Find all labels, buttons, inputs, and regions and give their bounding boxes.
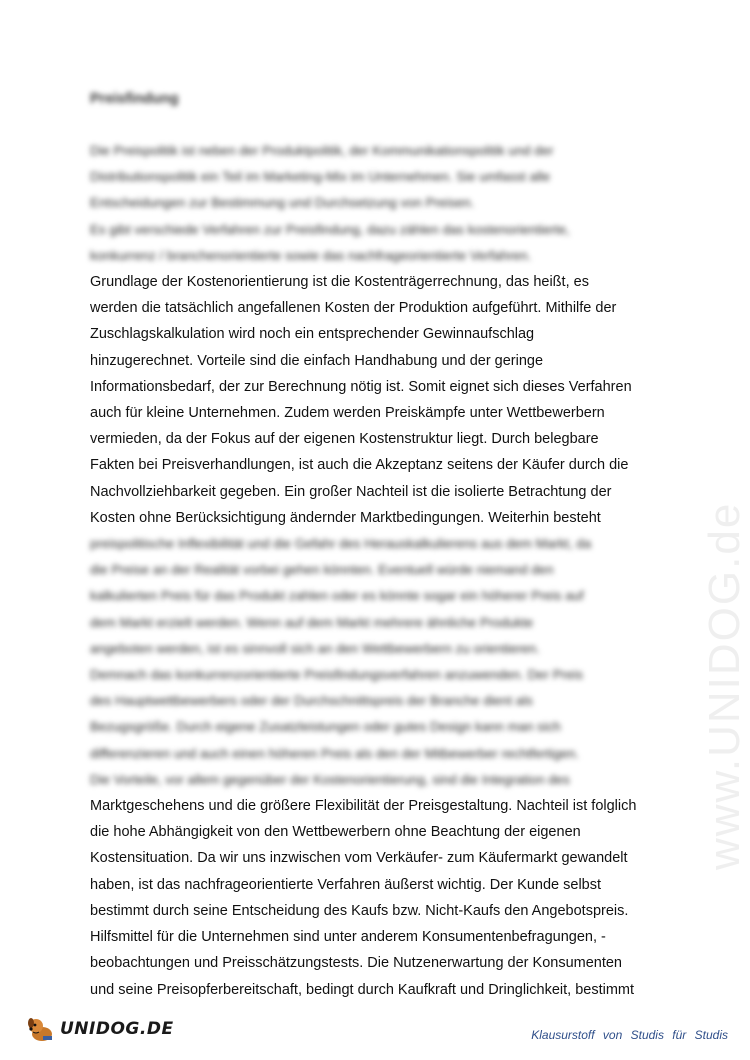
blurred-line: Es gibt verschiede Verfahren zur Preisfindung, dazu zählen das kostenorientierte, — [90, 221, 570, 237]
text-line: Grundlage der Kostenorientierung ist die Kostenträgerrechnung, das heißt, es — [90, 274, 589, 291]
watermark: www.UNIDOG.de — [700, 501, 749, 870]
blurred-line: Distributionspolitik ein Teil im Marketing-Mix im Unternehmen. Sie umfasst alle — [90, 169, 551, 185]
unidog-logo — [26, 1012, 174, 1046]
text-line: Marktgeschehens und die größere Flexibilität der Preisgestaltung. Nachteil ist folglich — [90, 798, 637, 815]
blurred-line: konkurrenz / branchenorientierte sowie das nachfrageorientierte Verfahren. — [90, 247, 532, 263]
text-line: werden die tatsächlich angefallenen Kosten der Produktion aufgeführt. Mithilfe der — [90, 300, 617, 317]
text-line: auch für kleine Unternehmen. Zudem werden Preiskämpfe unter Wettbewerbern — [90, 405, 605, 422]
blurred-line: Entscheidungen zur Bestimmung und Durchsetzung von Preisen. — [90, 195, 475, 211]
text-line: Fakten bei Preisverhandlungen, ist auch die Akzeptanz seitens der Käufer durch die — [90, 457, 629, 474]
text-line: bestimmt durch seine Entscheidung des Kaufs bzw. Nicht-Kaufs den Angebotspreis. — [90, 902, 629, 919]
document-body — [90, 138, 670, 1003]
text-line: Informationsbedarf, der zur Berechnung nötig ist. Somit eignet sich dieses Verfahren — [90, 378, 632, 395]
text-line: haben, ist das nachfrageorientierte Verfahren äußerst wichtig. Der Kunde selbst — [90, 876, 602, 893]
visible-paragraph-2 — [90, 793, 670, 1003]
text-line: Kosten ohne Berücksichtigung ändernder Marktbedingungen. Weiterhin besteht — [90, 509, 601, 526]
footer-slogan: Klausurstoff von Studis für Studis — [531, 1028, 728, 1042]
text-line: und seine Preisopferbereitschaft, bedingt durch Kaufkraft und Dringlichkeit, bestimmt — [90, 981, 635, 998]
blurred-intro — [90, 138, 670, 269]
text-line: vermieden, da der Fokus auf der eigenen Kostenstruktur liegt. Durch belegbare — [90, 431, 599, 448]
blurred-line: preispolitische Inflexibilität und die Gefahr des Herauskalkulierens aus dem Markt, da — [90, 536, 592, 552]
blurred-line: des Hauptwettbewerbers oder der Durchschnittspreis der Branche dient als — [90, 693, 533, 709]
blurred-line: differenzieren und auch einen höheren Preis als den der Mitbewerber rechtfertigen. — [90, 745, 580, 761]
blurred-line: Die Vorteile, vor allem gegenüber der Kostenorientierung, sind die Integration des — [90, 771, 570, 787]
visible-paragraph-1 — [90, 269, 670, 531]
logo-text: UNIDOG.DE — [60, 1019, 174, 1039]
dog-mascot-icon — [26, 1014, 56, 1044]
blurred-line: Die Preispolitik ist neben der Produktpolitik, der Kommunikationspolitik und der — [90, 143, 554, 158]
blurred-line: kalkulierten Preis für das Produkt zahlen oder es könnte sogar ein höherer Preis auf — [90, 588, 584, 604]
text-line: die hohe Abhängigkeit von den Wettbewerbern ohne Beachtung der eigenen — [90, 824, 581, 841]
blurred-middle — [90, 531, 670, 793]
blurred-line: Demnach das konkurrenzorientierte Preisfindungsverfahren anzuwenden. Der Preis — [90, 667, 583, 683]
text-line: Nachvollziehbarkeit gegeben. Ein großer Nachteil ist die isolierte Betrachtung der — [90, 483, 612, 500]
blurred-line: die Preise an der Realität vorbei gehen könnten. Eventuell würde niemand den — [90, 562, 554, 578]
blurred-line: dem Markt erzielt werden. Wenn auf dem Markt mehrere ähnliche Produkte — [90, 614, 534, 630]
blurred-line: Bezugsgröße. Durch eigene Zusatzleistungen oder gutes Design kann man sich — [90, 719, 561, 735]
text-line: Kostensituation. Da wir uns inzwischen vom Verkäufer- zum Käufermarkt gewandelt — [90, 850, 628, 867]
text-line: Zuschlagskalkulation wird noch ein entsprechender Gewinnaufschlag — [90, 326, 535, 343]
text-line: beobachtungen und Preisschätzungstests. Die Nutzenerwartung der Konsumenten — [90, 955, 622, 972]
blurred-line: angeboten werden, ist es sinnvoll sich an den Wettbewerbern zu orientieren. — [90, 640, 540, 656]
document-title: Preisfindung — [90, 91, 179, 107]
text-line: hinzugerechnet. Vorteile sind die einfach Handhabung und der geringe — [90, 352, 544, 369]
text-line: Hilfsmittel für die Unternehmen sind unter anderem Konsumentenbefragungen, - — [90, 929, 606, 946]
